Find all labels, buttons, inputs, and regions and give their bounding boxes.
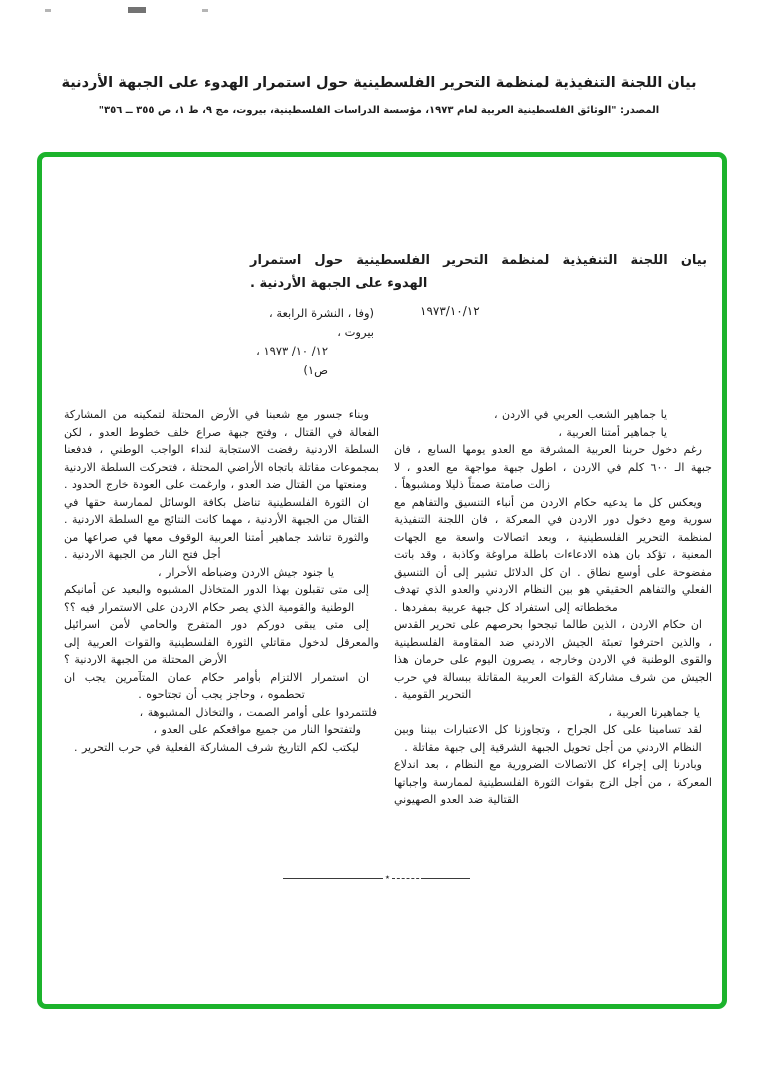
source-note-line1: (وفا ، النشرة الرابعة ، بيروت ، bbox=[268, 306, 374, 339]
document-source-note bbox=[238, 304, 374, 380]
paragraph: ولتفتحوا النار من جميع مواقعكم على العدو ، bbox=[153, 723, 361, 736]
paragraph: لقد تسامينا على كل الجراح ، وتجاوزنا كل الاعتبارات بيننا وبين النظام الاردني من أجل تحويل الجبهة الشرقية إلى جبهة مقاتلة . bbox=[394, 723, 702, 754]
source-citation: المصدر: "الوثائق الفلسطينية العربية لعام ١٩٧٣، مؤسسة الدراسات الفلسطينية، بيروت، مج ٩، ط ١، ص ٣٥٥ ــ ٣٥٦" bbox=[98, 105, 660, 116]
document-title-line1: بيان اللجنة التنفيذية لمنظمة التحرير الفلسطينية حول استمرار bbox=[250, 253, 707, 268]
paragraph: ان الثورة الفلسطينية تناضل بكافة الوسائل لممارسة حقها في القتال من الجبهة الأردنية ، مهما كانت النتائج مع السلطة الاردنية . bbox=[64, 495, 370, 526]
page-title: بيان اللجنة التنفيذية لمنظمة التحرير الفلسطينية حول استمرار الهدوء على الجبهة الأردنية bbox=[61, 75, 697, 91]
paragraph: إلى متى تقبلون بهذا الدور المتخاذل المشبوه والبعيد عن أمانيكم الوطنية والقومية الذي يصر حكام الاردن على الاستمرار فيه ؟؟ bbox=[64, 583, 369, 614]
column-left bbox=[64, 406, 379, 809]
divider-dashes bbox=[392, 878, 424, 879]
paragraph: ان حكام الاردن ، الذين طالما تبجحوا بحرصهم على تحرير القدس ، والذين احترفوا تعبئة الجيش الاردني ضد المقاومة الفلسطينية والقوى الوطنية في الاردن وخارجه ، يصرون اليوم على حرمان هذا الجيش من شرف مشاركة القوات العربية المقاتلة ببسالة في حرب التحرير القومية . bbox=[394, 618, 712, 701]
page-header bbox=[21, 74, 737, 117]
scan-artifact bbox=[128, 7, 146, 13]
paragraph: يا جماهيرنا العربية ، bbox=[608, 705, 700, 719]
paragraph: يا جنود جيش الاردن وضباطه الأحرار ، bbox=[158, 565, 334, 579]
footnote-divider bbox=[283, 875, 473, 881]
paragraph: ليكتب لكم التاريخ شرف المشاركة الفعلية في حرب التحرير . bbox=[73, 740, 359, 754]
document-title-line2: الهدوء على الجبهة الأردنية . bbox=[250, 276, 428, 291]
paragraph: وبناء جسور مع شعبنا في الأرض المحتلة لتمكينه من المشاركة الفعالة في القتال ، وفتح جبهة صراع خلف خطوط العدو ، لكن السلطة الاردنية رفضت الاستجابة لنداء الواجب الوطني ، فدفعنا بمجموعات مقاتلة باتجاه الأراضي المحتلة ، فتحركت السلطة الاردنية ومنعتها من القتال ضد العدو ، وارغمت على العودة خارج الحدود . bbox=[64, 408, 379, 491]
paragraph: إلى متى يبقى دوركم دور المتفرج والحامي لأمن اسرائيل والمعرقل لدخول مقاتلي الثورة الفلسطينية والقوات العربية إلى الأرض المحتلة من الجبهة الاردنية ؟ bbox=[64, 618, 379, 666]
paragraph: والثورة تناشد جماهير أمتنا العربية الوقوف معها في صراعها من أجل فتح النار من الجبهة الاردنية . bbox=[64, 530, 369, 561]
document-date: ١٢/‏١٠/‏١٩٧٣ bbox=[420, 304, 480, 318]
divider-star: ٭ bbox=[385, 873, 390, 883]
source-note-line2: ١٢/‏ ١٠/‏ ١٩٧٣ ، ص١) bbox=[256, 344, 328, 377]
paragraph: ويعكس كل ما يدعيه حكام الاردن من أنباء التنسيق والتفاهم مع سورية ومع دخول دور الاردن في المعركة ، فان اللجنة التنفيذية لمنظمة التحرير الفلسطينية ، وبعد اتصالات واسعة مع الجهات المعنية ، تؤكد بان هذه الادعاءات باطلة مراوغة وكاذبة ، وقد باتت مفضوحة على أوسع نطاق . ان كل الدلائل تشير إلى أن التنسيق الفعلي والتفاهم الحقيقي هو بين النظام الاردني والعدو الذي تهدف مخططاته إلى استفراد كل جبهة عربية بمفردها . bbox=[394, 495, 712, 614]
paragraph: يا جماهير الشعب العربي في الاردن ، bbox=[493, 408, 667, 421]
paragraph: فلتتمردوا على أوامر الصمت ، والتخاذل المشبوهة ، bbox=[139, 705, 377, 719]
document-body bbox=[62, 406, 712, 809]
divider-line bbox=[424, 878, 470, 879]
paragraph: ان استمرار الالتزام بأوامر حكام عمان المتآمرين يجب ان تحطموه ، وحاجز يجب أن تجتاحوه . bbox=[64, 670, 369, 701]
document-scan-frame bbox=[37, 152, 727, 1009]
scan-artifact bbox=[45, 9, 51, 12]
paragraph: وبادرنا إلى إجراء كل الاتصالات الضرورية مع النظام ، بعد اندلاع المعركة ، من أجل الزج بقوات الثورة الفلسطينية لممارسة واجباتها القتالية ضد العدو الصهيوني bbox=[394, 758, 712, 806]
document-title bbox=[250, 249, 707, 295]
paragraph: رغم دخول حربنا العربية المشرفة مع العدو يومها السابع ، فان جبهة الـ ٦٠٠ كلم في الاردن ، اطول جبهة مواجهة مع العدو ، لا زالت صامتة صمتاً ذليلا ومشبوهاً . bbox=[394, 443, 712, 491]
scan-artifact bbox=[202, 9, 208, 12]
divider-line bbox=[283, 878, 383, 879]
paragraph: يا جماهير أمتنا العربية ، bbox=[558, 425, 667, 439]
column-right bbox=[394, 406, 712, 809]
